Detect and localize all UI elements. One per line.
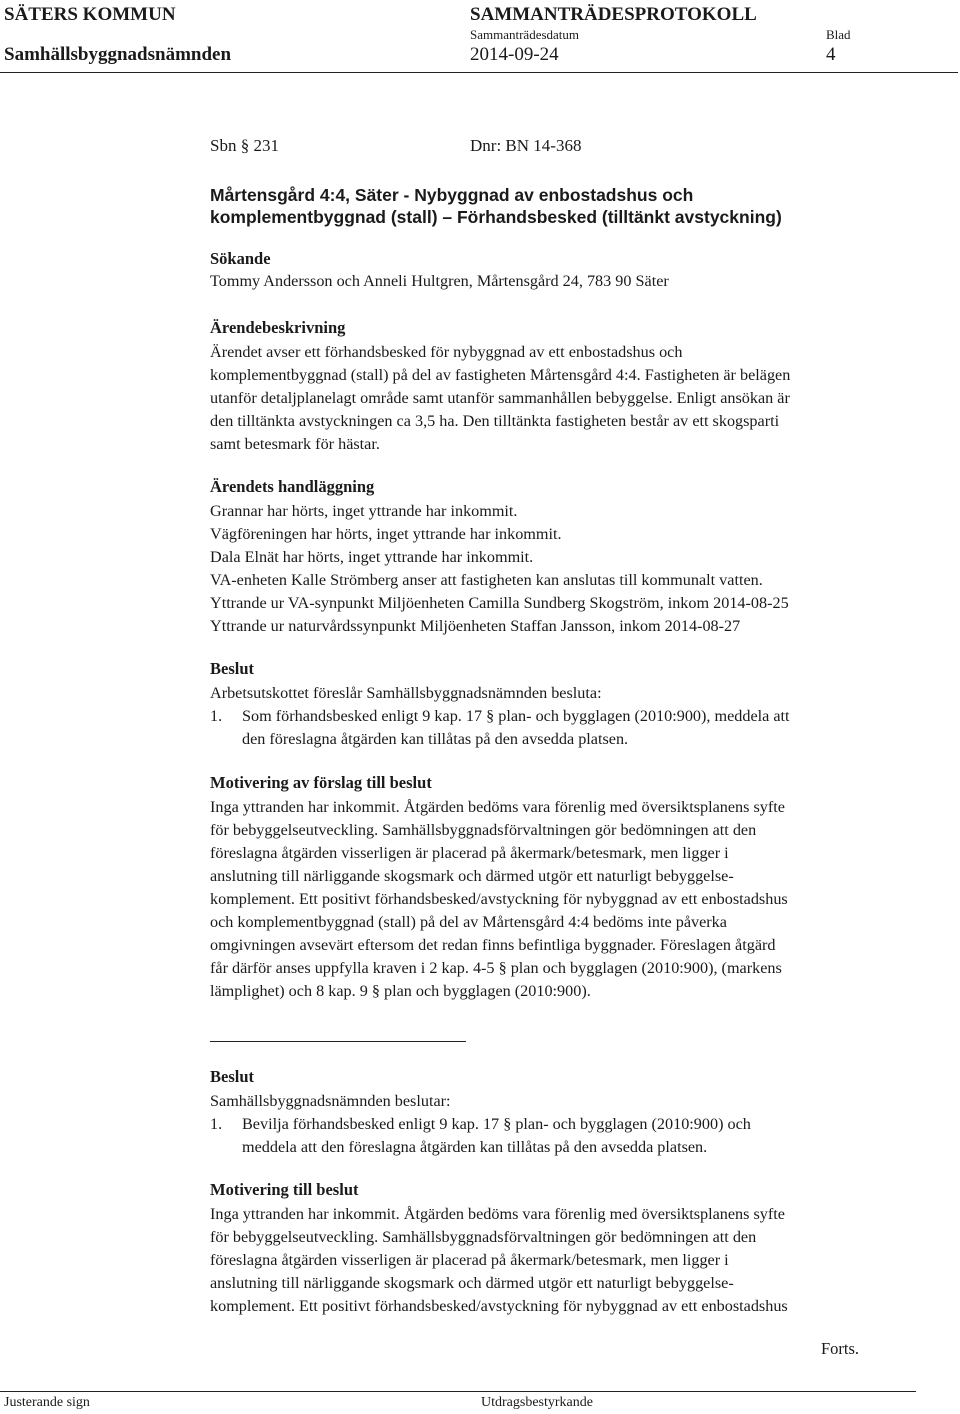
text-line: föreslagna åtgärden visserligen är placerad på åkermark/betesmark, men ligger i [210,844,729,862]
text-line: anslutning till närliggande skogsmark och därmed utgör ett naturligt bebyggelse- [210,867,734,885]
proposal-motivation-text [210,796,915,1003]
paragraph-number: Sbn § 231 [210,136,279,155]
text-line: den föreslagna åtgärden kan tillåtas på den avsedda platsen. [242,730,629,748]
section-divider [210,1041,466,1042]
list-item [210,1113,915,1136]
meeting-date: 2014-09-24 [470,44,559,65]
text-line: komplement. Ett positivt förhandsbesked/avstyckning för nybyggnad av ett enbostadshus [210,890,788,908]
decision-text [210,1090,915,1159]
text-line: samt betesmark för hästar. [210,435,380,453]
case-title-line: komplementbyggnad (stall) – Förhandsbesked (tilltänkt avstyckning) [210,207,782,227]
text-line: VA-enheten Kalle Strömberg anser att fastigheten kan anslutas till kommunalt vatten. [210,571,763,589]
organization-name: SÄTERS KOMMUN [4,4,176,25]
text-line: Grannar har hörts, inget yttrande har inkommit. [210,502,518,520]
text-line: Inga yttranden har inkommit. Åtgärden bedöms vara förenlig med översiktsplanens syfte [210,1205,785,1223]
decision-motivation-text [210,1203,915,1318]
header-rule [0,72,958,73]
text-line: utanför detaljplanelagt område samt utanför sammanhållen bebyggelse. Enligt ansökan är [210,389,790,407]
continued-note: Forts. [821,1339,860,1358]
proposal-motivation-heading: Motivering av förslag till beslut [210,773,432,792]
text-line: lämplighet) och 8 kap. 9 § plan och bygglagen (2010:900). [210,982,591,1000]
handling-text [210,500,915,638]
text-line: Inga yttranden har inkommit. Åtgärden bedöms vara förenlig med översiktsplanens syfte [210,798,785,816]
text-line: Samhällsbyggnadsnämnden beslutar: [210,1092,451,1110]
text-line: föreslagna åtgärden visserligen är placerad på åkermark/betesmark, men ligger i [210,1251,729,1269]
diary-number: Dnr: BN 14-368 [470,136,582,155]
footer-certification-label: Utdragsbestyrkande [481,1395,593,1410]
text-line: får därför anses uppfylla kraven i 2 kap. 4-5 § plan och bygglagen (2010:900), (markens [210,959,782,977]
text-line: komplementbyggnad (stall) på del av fastigheten Mårtensgård 4:4. Fastigheten är belägen [210,366,791,384]
text-line: Bevilja förhandsbesked enligt 9 kap. 17 § plan- och bygglagen (2010:900) och [242,1115,751,1133]
document-type: SAMMANTRÄDESPROTOKOLL [470,4,757,25]
text-line: Vägföreningen har hörts, inget yttrande har inkommit. [210,525,562,543]
proposal-text [210,682,915,751]
list-number: 1. [210,707,223,725]
page-number: 4 [826,44,836,65]
text-line: Arbetsutskottet föreslår Samhällsbyggnadsnämnden besluta: [210,684,602,702]
decision-motivation-heading: Motivering till beslut [210,1180,359,1199]
applicant-heading: Sökande [210,249,271,268]
footer-rule [0,1391,916,1392]
list-item [210,705,915,728]
page-label: Blad [826,27,851,42]
description-text [210,341,915,456]
text-line: Dala Elnät har hörts, inget yttrande har inkommit. [210,548,534,566]
list-number: 1. [210,1115,223,1133]
text-line: meddela att den föreslagna åtgärden kan tillåtas på den avsedda platsen. [242,1138,708,1156]
proposal-heading: Beslut [210,659,255,678]
text-line: den tilltänkta avstyckningen ca 3,5 ha. Den tilltänkta fastigheten består av ett skogsparti [210,412,780,430]
committee-name: Samhällsbyggnadsnämnden [4,44,232,65]
decision-heading: Beslut [210,1067,255,1086]
text-line: Som förhandsbesked enligt 9 kap. 17 § plan- och bygglagen (2010:900), meddela att [242,707,790,725]
date-label: Sammanträdesdatum [470,27,580,42]
text-line: omgivningen avsevärt eftersom det redan finns befintliga byggnader. Föreslagen åtgärd [210,936,776,954]
text-line: för bebyggelseutveckling. Samhällsbyggnadsförvaltningen gör bedömningen att den [210,821,757,839]
text-line: anslutning till närliggande skogsmark och därmed utgör ett naturligt bebyggelse- [210,1274,734,1292]
text-line: Yttrande ur naturvårdssynpunkt Miljöenheten Staffan Jansson, inkom 2014-08-27 [210,617,741,635]
text-line: Ärendet avser ett förhandsbesked för nybyggnad av ett enbostadshus och [210,343,683,361]
footer-signature-label: Justerande sign [4,1395,90,1410]
text-line: Yttrande ur VA-synpunkt Miljöenheten Camilla Sundberg Skogström, inkom 2014-08-25 [210,594,789,612]
applicant-text: Tommy Andersson och Anneli Hultgren, Mårtensgård 24, 783 90 Säter [210,272,669,290]
text-line: för bebyggelseutveckling. Samhällsbyggnadsförvaltningen gör bedömningen att den [210,1228,757,1246]
case-title-line: Mårtensgård 4:4, Säter - Nybyggnad av enbostadshus och [210,185,694,205]
description-heading: Ärendebeskrivning [210,318,346,337]
text-line: och komplementbyggnad (stall) på del av Mårtensgård 4:4 bedöms inte påverka [210,913,727,931]
case-title [210,184,782,228]
text-line: komplement. Ett positivt förhandsbesked/avstyckning för nybyggnad av ett enbostadshus [210,1297,788,1315]
handling-heading: Ärendets handläggning [210,477,375,496]
